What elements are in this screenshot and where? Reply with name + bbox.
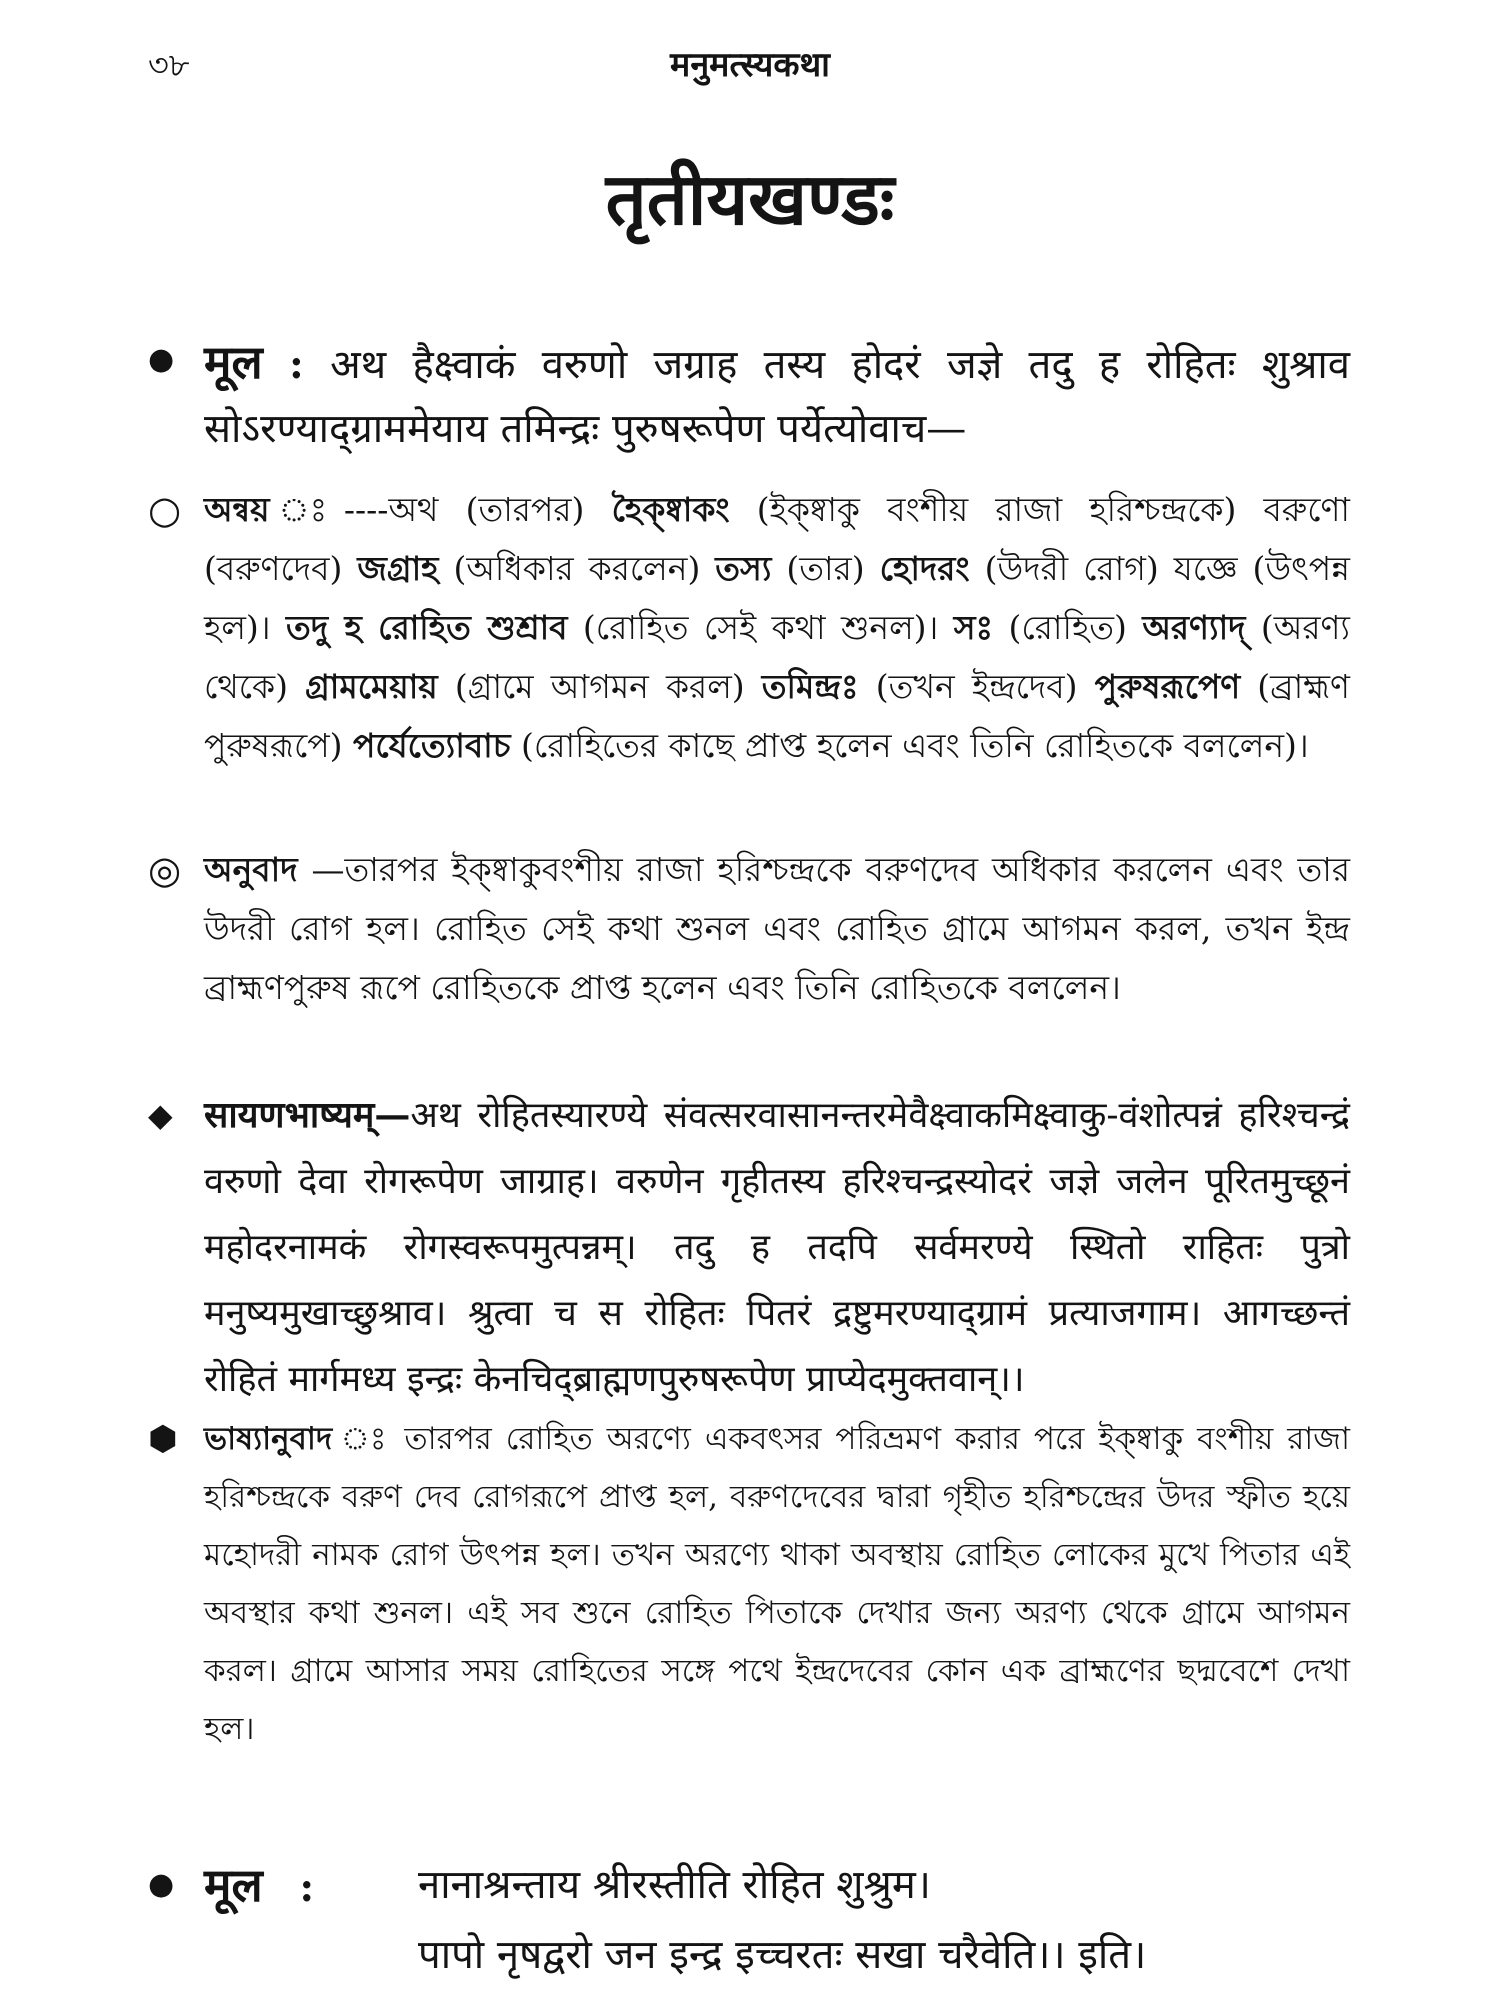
double-circle-bullet-icon: ◎: [148, 848, 182, 892]
mula-label: मूल: [204, 335, 263, 389]
anvaya-text: (উদরী রোগ) যজ্ঞে (উৎপন্ন হল)।: [204, 549, 1350, 647]
chapter-title: तृतीयखण्डः: [605, 156, 895, 241]
anvaya-keyword: হোদরং: [879, 549, 970, 588]
anvaya-separator: ঃ----: [343, 490, 389, 529]
mula-text: अथ हैक्ष्वाकं वरुणो जग्राह तस्य होदरं जज्ञे तदु ह रोहितः शुश्राव सोऽरण्याद्ग्राममेयाय तमिन्द्रः पुरुषरूपेण पर्येत्योवाच—: [204, 342, 1351, 452]
diamond-bullet-icon: ◆: [148, 1096, 173, 1134]
mula-section-2: [148, 1850, 1350, 1978]
filled-circle-bullet-icon: ●: [148, 342, 175, 377]
anuvada-section: [148, 840, 1350, 1017]
anvaya-keyword: তমিন্দ্রঃ: [761, 667, 859, 706]
bhashyanuvada-separator: ঃ: [332, 1421, 405, 1457]
anvaya-keyword: জগ্রাহ: [357, 549, 439, 588]
anvaya-keyword: সঃ: [953, 608, 994, 647]
page-number: ৩৮: [148, 46, 190, 84]
mula-separator: :: [289, 341, 304, 388]
anvaya-text: (অধিকার করলেন): [438, 549, 716, 588]
anvaya-text: (তখন ইন্দ্রদেব): [858, 667, 1095, 706]
running-head: मनुमत्स्यकथा: [669, 45, 830, 85]
verse-line-1: नानाश्रन्ताय श्रीरस्तीति रोहित शुश्रुम।: [418, 1862, 931, 1908]
bhashyanuvada-label: ভাষ্যানুবাদ: [204, 1421, 333, 1457]
anvaya-label: অন্বয়: [204, 490, 270, 529]
anvaya-section: [148, 480, 1350, 775]
bhashya-label: सायणभाष्यम्—: [204, 1094, 411, 1136]
mula-section-1: [148, 330, 1350, 461]
mula-separator: :: [299, 1864, 315, 1911]
anvaya-keyword: তস্য: [715, 549, 772, 588]
bhashyanuvada-text: তারপর রোহিত অরণ্যে একবৎসর পরিভ্রমণ করার পরে ইক্ষ্বাকু বংশীয় রাজা হরিশ্চন্দ্রকে বরুণ দেব রোগরূপে প্রাপ্ত হল, বরুণদেবের দ্বারা গৃহীত হরিশ্চন্দ্রের উদর স্ফীত হয়ে মহোদরী নামক রোগ উৎপন্ন হল। তখন অরণ্যে থাকা অবস্থায় রোহিত লোকের মুখে পিতার এই অবস্থার কথা শুনল। এই সব শুনে রোহিত পিতাকে দেখার জন্য অরণ্য থেকে গ্রামে আগমন করল। গ্রামে আসার সময় রোহিতের সঙ্গে পথে ইন্দ্রদেবের কোন এক ব্রাহ্মণের ছদ্মবেশে দেখা হল।: [204, 1421, 1350, 1747]
anvaya-keyword: পুরুষরূপেণ: [1094, 667, 1241, 706]
anvaya-text: (অরণ্য থেকে): [204, 608, 1350, 706]
mula-body-1: [148, 330, 1350, 461]
anuvada-text: —তারপর ইক্ষ্বাকুবংশীয় রাজা হরিশ্চন্দ্রকে বরুণদেব অধিকার করলেন এবং তার উদরী রোগ হল। রোহিত সেই কথা শুনল এবং রোহিত গ্রামে আগমন করল, তখন ইন্দ্র ব্রাহ্মণপুরুষ রূপে রোহিতকে প্রাপ্ত হলেন এবং তিনি রোহিতকে বললেন।: [204, 850, 1350, 1007]
hollow-circle-bullet-icon: ○: [148, 488, 182, 532]
anvaya-text: অথ (তারপর): [388, 490, 612, 529]
anuvada-label: অনুবাদ: [204, 850, 298, 889]
anvaya-keyword: অরণ্যাদ্: [1142, 608, 1246, 647]
hexagon-bullet-icon: ⬢: [148, 1419, 178, 1459]
anvaya-keyword: তদু হ রোহিত শুশ্রাব: [285, 608, 568, 647]
anvaya-keyword: হৈক্ষ্বাকং: [611, 490, 730, 529]
anvaya-text: (ব্রাহ্মণ পুরুষরূপে): [204, 667, 1350, 765]
anvaya-text: (রোহিত সেই কথা শুনল)।: [567, 608, 954, 647]
bhashya-section: [148, 1082, 1350, 1413]
anvaya-text: (গ্রামে আগমন করল): [437, 667, 762, 706]
anvaya-text: (রোহিতের কাছে প্রাপ্ত হলেন এবং তিনি রোহিতকে বললেন)।: [510, 726, 1309, 765]
bhashya-text: अथ रोहितस्यारण्ये संवत्सरवासानन्तरमेवैक्ष्वाकमिक्ष्वाकु-वंशोत्पन्नं हरिश्चन्द्रं वरुणो देवा रोगरूपेण जाग्राह। वरुणेन गृहीतस्य हरिश्चन्द्रस्योदरं जज्ञे जलेन पूरितमुच्छूनं महोदरनामकं रोगस्वरूपमुत्पन्नम्। तदु ह तदपि सर्वमरण्ये स्थितो राहितः पुत्रो मनुष्यमुखाच्छुश्राव। श्रुत्वा च स रोहितः पितरं द्रष्टुमरण्याद्ग्रामं प्रत्याजगाम। आगच्छन्तं रोहितं मार्गमध्य इन्द्रः केनचिद्ब्राह्मणपुरुषरूपेण प्राप्येदमुक्तवान्।।: [204, 1095, 1350, 1400]
anvaya-keyword: গ্রামমেয়ায়: [305, 667, 438, 706]
verse-line-2: पापो नृषद्वरो जन इन्द्र इच्चरतः सखा चरैवेति।। इति।: [418, 1932, 1147, 1978]
anvaya-text: (ইক্ষ্বাকু বংশীয় রাজা হরিশ্চন্দ্রকে) বরুণো (বরুণদেব): [204, 490, 1350, 588]
anvaya-keyword: পর্যেত্যোবাচ: [352, 726, 511, 765]
filled-circle-bullet-icon: ●: [148, 1867, 175, 1902]
anvaya-text: (রোহিত): [993, 608, 1143, 647]
mula-label: मूल: [204, 1858, 263, 1912]
mula-verse-2: [418, 1850, 1146, 1990]
bhashyanuvada-section: [148, 1410, 1350, 1758]
anvaya-text: (তার): [771, 549, 880, 588]
